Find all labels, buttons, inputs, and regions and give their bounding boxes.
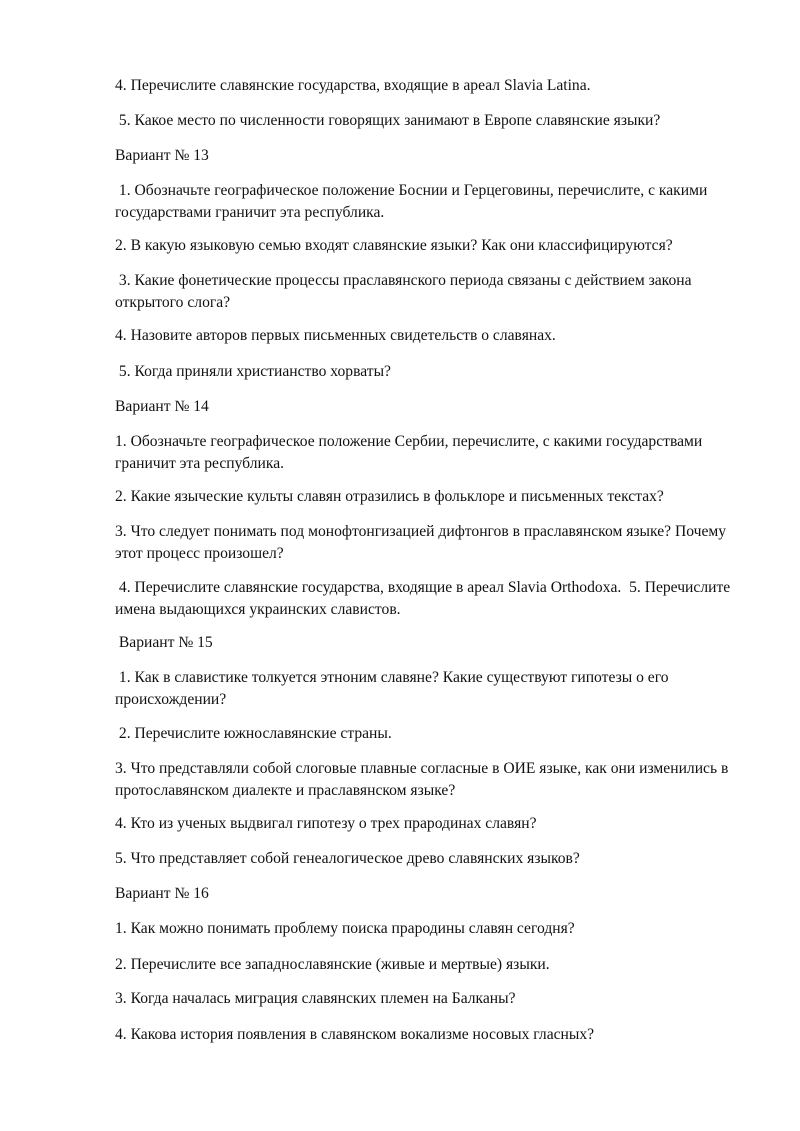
question-paragraph: 1. Как можно понимать проблему поиска прародины славян сегодня? bbox=[115, 920, 575, 937]
question-paragraph: 4. Перечислите славянские государства, входящие в ареал Slavia Orthodoxa. 5. Перечислите имена выдающихся украинских славистов. bbox=[115, 579, 735, 618]
question-paragraph: 2. Какие языческие культы славян отразились в фольклоре и письменных текстах? bbox=[115, 488, 664, 505]
variant-heading: Вариант № 13 bbox=[115, 147, 209, 164]
question-paragraph: 3. Какие фонетические процессы праславянского периода связаны с действием закона открытого слога? bbox=[115, 272, 696, 311]
question-paragraph: 2. В какую языковую семью входят славянские языки? Как они классифицируются? bbox=[115, 237, 673, 254]
question-paragraph: 4. Какова история появления в славянском вокализме носовых гласных? bbox=[115, 1026, 595, 1043]
variant-heading: Вариант № 14 bbox=[115, 398, 209, 415]
question-paragraph: 3. Что представляли собой слоговые плавные согласные в ОИЕ языке, как они изменились в протославянском диалекте и праславянском языке? bbox=[115, 760, 733, 799]
question-paragraph: 5. Что представляет собой генеалогическое древо славянских языков? bbox=[115, 850, 580, 867]
question-paragraph: 2. Перечислите южнославянские страны. bbox=[115, 725, 392, 742]
question-paragraph: 4. Перечислите славянские государства, входящие в ареал Slavia Latina. bbox=[115, 77, 591, 94]
question-paragraph: 3. Что следует понимать под монофтонгизацией дифтонгов в праславянском языке? Почему этот процесс произошел? bbox=[115, 523, 730, 562]
question-paragraph: 1. Как в славистике толкуется этноним славяне? Какие существуют гипотезы о его происхождении? bbox=[115, 669, 673, 708]
question-paragraph: 5. Какое место по численности говорящих занимают в Европе славянские языки? bbox=[115, 112, 661, 129]
question-paragraph: 3. Когда началась миграция славянских племен на Балканы? bbox=[115, 990, 516, 1007]
question-paragraph: 4. Назовите авторов первых письменных свидетельств о славянах. bbox=[115, 327, 556, 344]
question-paragraph: 4. Кто из ученых выдвигал гипотезу о трех прародинах славян? bbox=[115, 815, 537, 832]
question-paragraph: 5. Когда приняли христианство хорваты? bbox=[115, 363, 391, 380]
question-paragraph: 2. Перечислите все западнославянские (живые и мертвые) языки. bbox=[115, 956, 550, 973]
variant-heading: Вариант № 15 bbox=[115, 634, 213, 651]
variant-heading: Вариант № 16 bbox=[115, 885, 209, 902]
question-paragraph: 1. Обозначьте географическое положение Боснии и Герцеговины, перечислите, с какими государствами граничит эта республика. bbox=[115, 182, 712, 221]
question-paragraph: 1. Обозначьте географическое положение Сербии, перечислите, с какими государствами граничит эта республика. bbox=[115, 433, 707, 472]
